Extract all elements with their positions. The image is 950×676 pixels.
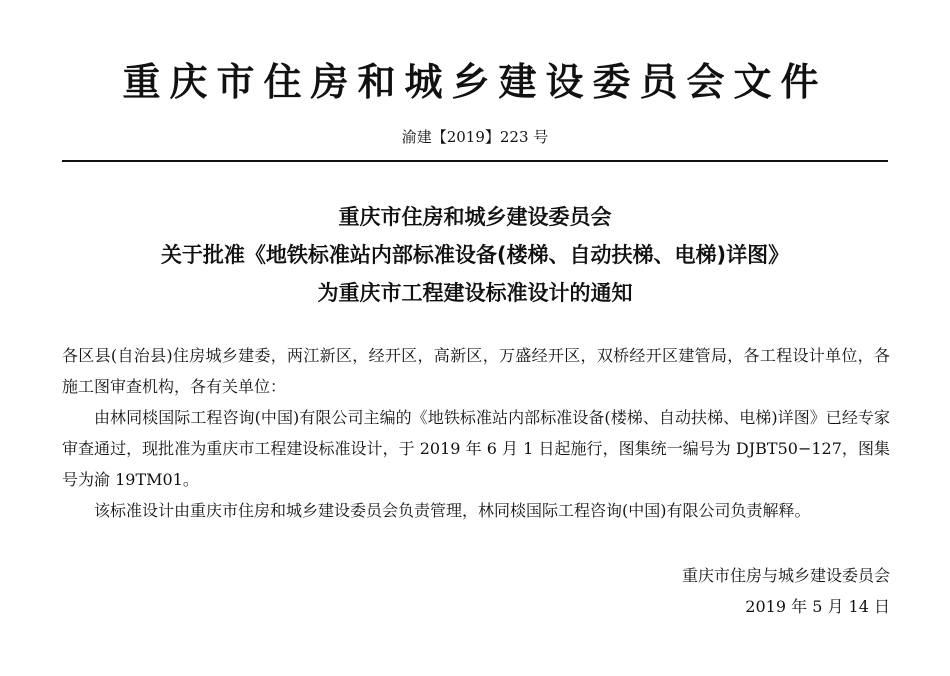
- header-divider: [62, 160, 888, 162]
- body-paragraph-management: 该标准设计由重庆市住房和城乡建设委员会负责管理，林同棪国际工程咨询(中国)有限公司负责解释。: [94, 501, 811, 520]
- addressees: 各区县(自治县)住房城乡建委，两江新区，经开区，高新区，万盛经开区，双桥经开区建管局，各工程设计单位，各施工图审查机构，各有关单位：: [62, 346, 890, 396]
- notice-body: [62, 340, 890, 526]
- document-header-title: 重庆市住房和城乡建设委员会文件: [122, 60, 828, 104]
- notice-title-line-1: 重庆市住房和城乡建设委员会: [338, 205, 612, 229]
- issuer-name: 重庆市住房与城乡建设委员会: [681, 566, 890, 585]
- document-number: 渝建【2019】223 号: [401, 128, 549, 146]
- notice-title: [0, 198, 950, 312]
- issue-date: 2019 年 5 月 14 日: [745, 597, 890, 616]
- notice-title-line-3: 为重庆市工程建设标准设计的通知: [317, 281, 633, 305]
- body-paragraph-approval: 由林同棪国际工程咨询(中国)有限公司主编的《地铁标准站内部标准设备(楼梯、自动扶梯、电梯)详图》已经专家审查通过，现批准为重庆市工程建设标准设计，于 2019 年 6 月 1 日起施行，图集统一编号为 DJBT50−127，图集号为渝 19TM01。: [62, 408, 890, 489]
- notice-title-line-2: 关于批准《地铁标准站内部标准设备(楼梯、自动扶梯、电梯)详图》: [160, 243, 790, 267]
- signature-block: [682, 560, 890, 622]
